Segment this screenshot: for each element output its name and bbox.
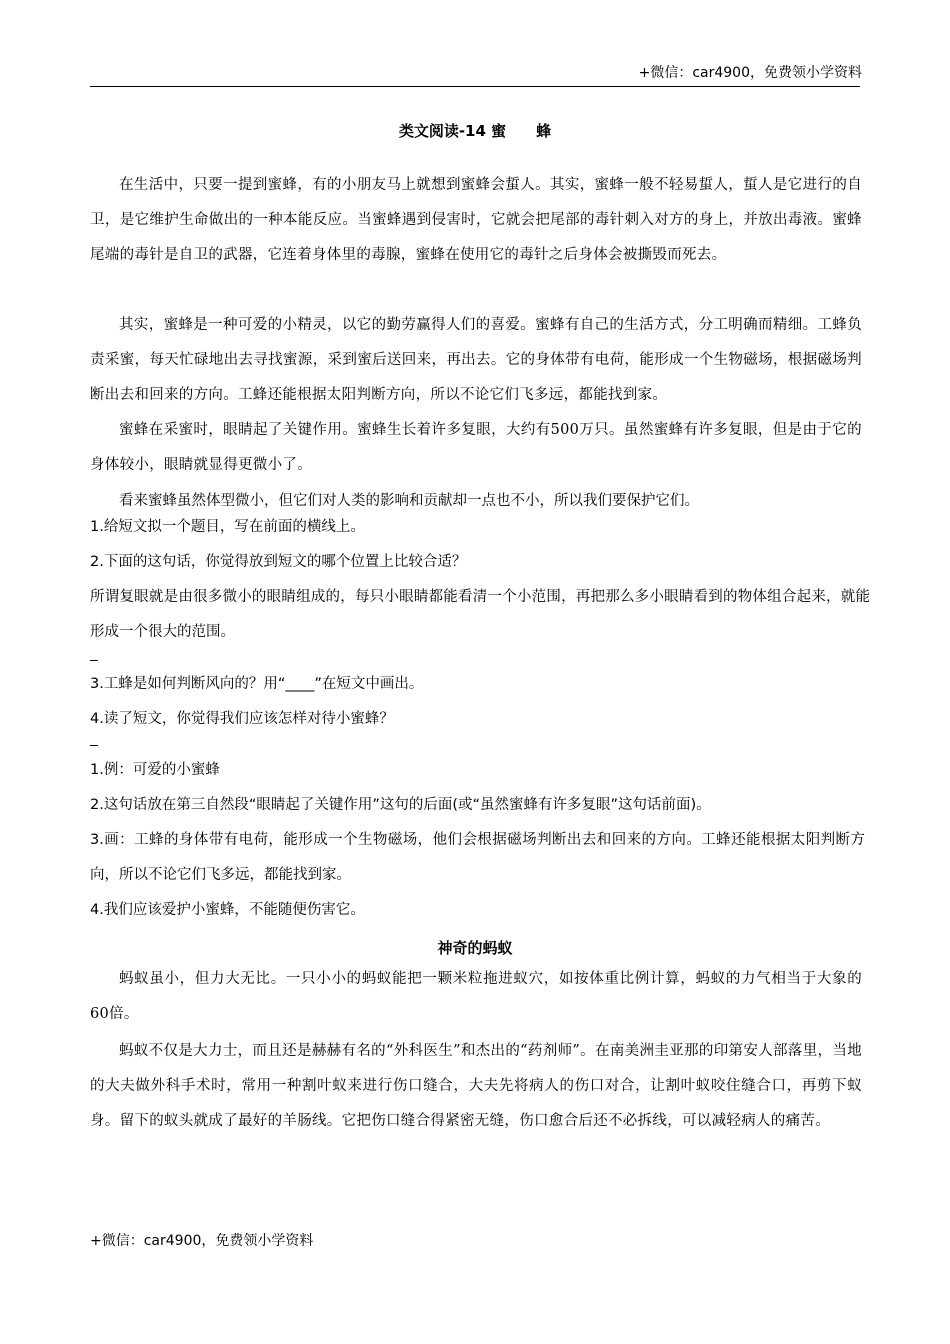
answer-2: 2.这句话放在第三自然段“眼睛起了关键作用”这句的后面(或“虽然蜜蜂有许多复眼”这句话前面)。 bbox=[90, 797, 711, 813]
article-title-bees: 类文阅读-14 蜜 蜂 bbox=[398, 122, 552, 140]
header-note: +微信：car4900，免费领小学资料 bbox=[638, 65, 862, 81]
paragraph: 蜜蜂在采蜜时，眼睛起了关键作用。蜜蜂生长着许多复眼，大约有500万只。虽然蜜蜂有许多复眼，但是由于它的身体较小，眼睛就显得更微小了。 bbox=[90, 422, 862, 473]
question-2: 2.下面的这句话，你觉得放到短文的哪个位置上比较合适？ bbox=[90, 554, 467, 570]
paragraph: 蚂蚁不仅是大力士，而且还是赫赫有名的“外科医生”和杰出的“药剂师”。在南美洲圭亚那的印第安人部落里，当地的大夫做外科手术时，常用一种割叶蚁来进行伤口缝合，大夫先将病人的伤口对合，让割叶蚁咬住缝合口，再剪下蚁身。留下的蚁头就成了最好的羊肠线。它把伤口缝合得紧密无缝，伤口愈合后还不必拆线，可以减轻病人的痛苦。 bbox=[90, 1043, 862, 1129]
question-2-sentence: 所谓复眼就是由很多微小的眼睛组成的，每只小眼睛都能看清一个小范围，再把那么多小眼睛看到的物体组合起来，就能形成一个很大的范围。 bbox=[90, 589, 870, 640]
paragraph: 其实，蜜蜂是一种可爱的小精灵，以它的勤劳赢得人们的喜爱。蜜蜂有自己的生活方式，分工明确而精细。工蜂负责采蜜，每天忙碌地出去寻找蜜源，采到蜜后送回来，再出去。它的身体带有电荷，能形成一个生物磁场，根据磁场判断出去和回来的方向。工蜂还能根据太阳判断方向，所以不论它们飞多远，都能找到家。 bbox=[90, 317, 862, 403]
paragraph: 看来蜜蜂虽然体型微小，但它们对人类的影响和贡献却一点也不小，所以我们要保护它们。 bbox=[119, 493, 699, 509]
answer-1: 1.例：可爱的小蜜蜂 bbox=[90, 762, 220, 778]
answer-4: 4.我们应该爱护小蜜蜂，不能随便伤害它。 bbox=[90, 902, 365, 918]
article-title-ants: 神奇的蚂蚁 bbox=[437, 939, 513, 957]
paragraph: 在生活中，只要一提到蜜蜂，有的小朋友马上就想到蜜蜂会蜇人。其实，蜜蜂一般不轻易蜇人，蜇人是它进行的自卫，是它维护生命做出的一种本能反应。当蜜蜂遇到侵害时，它就会把尾部的毒针刺入对方的身上，并放出毒液。蜜蜂尾端的毒针是自卫的武器，它连着身体里的毒腺，蜜蜂在使用它的毒针之后身体会被撕毁而死去。 bbox=[90, 177, 862, 263]
question-1: 1.给短文拟一个题目，写在前面的横线上。 bbox=[90, 519, 365, 535]
answer-blank-line bbox=[90, 745, 98, 746]
answer-3: 3.画：工蜂的身体带有电荷，能形成一个生物磁场，他们会根据磁场判断出去和回来的方向。工蜂还能根据太阳判断方向，所以不论它们飞多远，都能找到家。 bbox=[90, 832, 865, 883]
answer-blank-line bbox=[90, 660, 98, 661]
paragraph: 蚂蚁虽小，但力大无比。一只小小的蚂蚁能把一颗米粒拖进蚁穴，如按体重比例计算，蚂蚁的力气相当于大象的60倍。 bbox=[90, 971, 862, 1022]
question-4: 4.读了短文，你觉得我们应该怎样对待小蜜蜂？ bbox=[90, 711, 394, 727]
question-3: 3.工蜂是如何判断风向的？用“____”在短文中画出。 bbox=[90, 676, 424, 692]
header-divider bbox=[90, 86, 860, 87]
footer-note: +微信：car4900，免费领小学资料 bbox=[90, 1233, 314, 1249]
